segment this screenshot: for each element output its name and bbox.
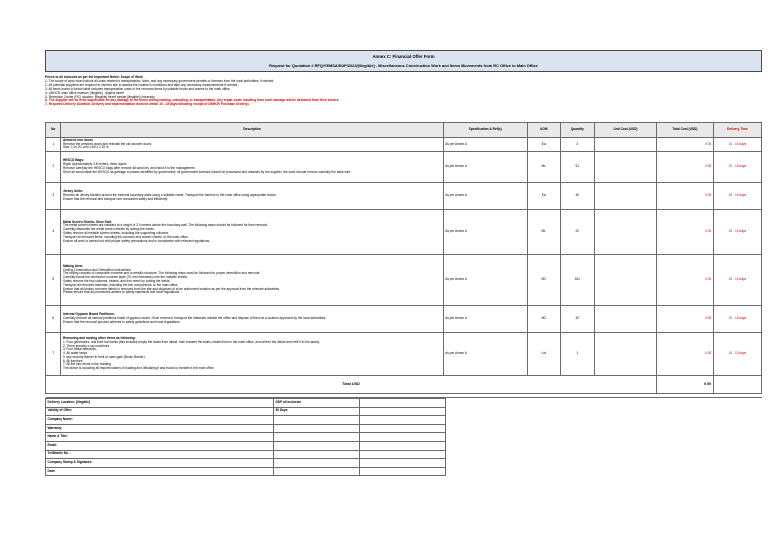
header-description: Description	[61, 123, 443, 138]
row-total-cost: 0.00	[656, 138, 713, 152]
row-uom: M2	[527, 306, 560, 333]
row-uom: ML	[527, 210, 560, 255]
row-description	[61, 306, 443, 333]
row-number: 4	[46, 210, 61, 255]
supplier-info-extra[interactable]	[360, 467, 446, 476]
row-uom: Ea	[527, 183, 560, 210]
header-unit-cost: Unit Cost (USD)	[595, 123, 657, 138]
row-description	[61, 333, 443, 376]
supplier-info-label: Email:	[46, 441, 274, 450]
row-number: 2	[46, 152, 61, 183]
notes-heading: Prices to all inclusive as per the Important Notes: Scope of Work	[45, 75, 143, 79]
row-number: 3	[46, 183, 61, 210]
item-title: Metal Screen Sheets- Shoe Side	[62, 219, 112, 224]
note-line: 3- All items works to below table includes transportation costs of the removed items by suitable trucks and cranes to the main office.	[45, 86, 231, 91]
header-delivery: Delivery Time	[713, 123, 761, 138]
title-block	[45, 50, 762, 72]
row-spec: As per Annex A	[443, 152, 527, 183]
row-delivery-time: 10 - 15 days	[713, 183, 761, 210]
row-total-cost: 0.00	[656, 306, 713, 333]
supplier-info-extra[interactable]	[360, 424, 446, 433]
total-row	[46, 376, 762, 394]
row-delivery-time: 10 - 15 days	[713, 210, 761, 255]
supplier-info-extra[interactable]	[360, 433, 446, 442]
item-body: The metal screen sheets are installed at a height of 3.0 meters above the boundary wall. The following steps should be followed for their removal: Carefully dismantle the metal screen sheets by cutting the welds. Safely remove all metallic screen sheets, including the supporting columns. Transport all removed items, including the columns and screen sheets, to the main office. Ensure all work is carried out with proper safety precautions and in compliance with relevant regulations.	[62, 223, 268, 243]
row-number: 5	[46, 255, 61, 306]
supplier-info-row	[46, 416, 446, 425]
item-title: Jersey Units:	[62, 189, 84, 194]
supplier-info-row	[46, 459, 446, 468]
item-body: 1. Four generators, and their fuel tanks (this includes empty the tanks from diesel, then transfer the tanks, install them in the main office, and deliver the diesel and refill it to the tanks). 2. Three security x-ray machines 3. Four Metal detectors, 4. All water tanks 5. two security Barrier in front of main gate (Boom Barrier) 6. All furniture 7. All the zinc items in the building The above is including all required labors of loading and offloading it and trucks to transfer it the main office.	[62, 339, 321, 371]
spacer-row	[46, 394, 762, 398]
supplier-info-label: Tel/Mobile No. :	[46, 450, 274, 459]
row-quantity: 40	[560, 183, 594, 210]
supplier-info-row	[46, 407, 446, 416]
annex-title: Annex C: Financial Offer Form	[372, 54, 435, 59]
row-number: 1	[46, 138, 61, 152]
row-unit-cost-input[interactable]	[595, 333, 657, 376]
supplier-info-extra[interactable]	[360, 450, 446, 459]
item-body: Ceiling Construction and Demolition Instructions The ceiling consists of composite concrete and a metallic structure. The following steps must be followed for proper demolition and removal: Carefully break the reinforced concrete layer (70 mm thickness) over the metallic sheets. Safely remove the two columns, beams, and iron mesh by cutting the welds. Transport all removed materials, including the two components, to the main office. Ensure that all broken concrete debris is removed from the site and disposed of at an authorized location as per the approval from the relevant authorities. Please ensure that all procedures adhere to safety standards and local regulations.	[62, 267, 281, 295]
supplier-info-row	[46, 450, 446, 459]
row-delivery-time: 10 - 15 days	[713, 333, 761, 376]
table-row	[46, 183, 762, 210]
row-delivery-time: 10 - 15 days	[713, 152, 761, 183]
total-blank-cell	[713, 376, 761, 394]
table-row	[46, 138, 762, 152]
supplier-info-label: Delivery Location: [illegible]	[46, 399, 274, 408]
row-uom: M2	[527, 255, 560, 306]
request-title: Request for Quotation # RFQ/YEMSA/SUP/2024/[illegible] - Miscellaneous Construction Work and Items Movements from RC Office to Main Office	[269, 63, 538, 68]
row-unit-cost-input[interactable]	[595, 138, 657, 152]
item-title: Armored iron doors	[62, 137, 93, 142]
row-number: 7	[46, 333, 61, 376]
supplier-info-row	[46, 441, 446, 450]
row-description	[61, 255, 443, 306]
row-unit-cost-input[interactable]	[595, 183, 657, 210]
item-title: Removing and moving other items as following:	[62, 335, 136, 340]
item-title: Making Area:	[62, 263, 83, 268]
supplier-info-label: Name & Title:	[46, 433, 274, 442]
row-quantity: 32	[560, 306, 594, 333]
header-total-cost: Total Cost (USD)	[656, 123, 713, 138]
row-total-cost: 0.00	[656, 210, 713, 255]
item-body: Right: Approximately 3.8 meters, three layers Remove carefully the HESCO bags after remove all sand dry, and hand it to the management. Short all sand inside the HESCO as garbage to places identified by government, all government licenses should be processed and obtained by the supplier, the work include remove carefully the base wire.	[62, 162, 352, 174]
table-row	[46, 306, 762, 333]
note-line: 2- All potential suppliers are required to visit the site to assess the location's conditions and take any necessary measurements if needed.	[45, 82, 239, 87]
row-uom: ML	[527, 152, 560, 183]
supplier-info-label: Company Name:	[46, 416, 274, 425]
row-spec: As per Annex A	[443, 183, 527, 210]
row-unit-cost-input[interactable]	[595, 255, 657, 306]
row-total-cost: 0.00	[656, 152, 713, 183]
row-spec: As per Annex A	[443, 333, 527, 376]
supplier-info-value[interactable]	[274, 450, 360, 459]
item-title: Internal Gypsum Board Partitions:	[62, 312, 115, 317]
row-spec: As per Annex A	[443, 255, 527, 306]
note-line: 1- The scope of work must include all costs related to transportation, labor, and any necessary government permits or licenses from the local authorities, if needed.	[45, 78, 275, 83]
item-body: Remove all Jersey barriers around the external boundary walls using a suitable crane. Transport the barriers to the main office using appropriate trucks. Ensure that the removal and transport are conducted safely and efficiently.	[62, 193, 277, 201]
note-line-warning: 6- The supplier will be held responsible for any damage to the items during loading, unloading, or transportation. Any repair costs resulting from such damage will be deducted from their invoice.	[45, 98, 340, 103]
table-row	[46, 255, 762, 306]
item-title: HESCO Bags:	[62, 158, 85, 163]
row-quantity: 51	[560, 152, 594, 183]
note-line: 4- UNHCR main office location: [illegible] - Algeria street	[45, 90, 124, 95]
row-total-cost: 0.00	[656, 183, 713, 210]
supplier-info-row	[46, 399, 446, 408]
note-line-warning: 7- Required Delivery Duration: Delivery and implementation must be within 10 - 15 days following receipt of UNHCR Purchase Order(s).	[45, 102, 250, 107]
row-quantity: 1	[560, 333, 594, 376]
supplier-info-extra[interactable]	[360, 407, 446, 416]
item-body: Remove the armored doors and reinstall the old wooden doors Size: 1.2x 20, and 1.80 x 2.20 m	[62, 141, 152, 150]
supplier-info-row	[46, 433, 446, 442]
row-quantity: 161	[560, 255, 594, 306]
row-spec: As per Annex A	[443, 138, 527, 152]
important-notes	[45, 72, 762, 122]
supplier-info-value[interactable]	[274, 459, 360, 468]
item-body: Carefully remove all internal partitions made of gypsum board. Once removed, transport the materials outside the office and dispose of them at a location approved by the local authorities. Ensure that the removal process adheres to safety guidelines and local regulations.	[62, 316, 327, 324]
row-delivery-time: 10 - 15 days	[713, 255, 761, 306]
header-no: No	[46, 123, 61, 138]
row-total-cost: 0.00	[656, 255, 713, 306]
row-quantity: 2	[560, 138, 594, 152]
supplier-info-label: Warranty:	[46, 424, 274, 433]
supplier-info-extra[interactable]	[360, 399, 446, 408]
table-row	[46, 210, 762, 255]
row-description	[61, 152, 443, 183]
supplier-info-extra[interactable]	[360, 441, 446, 450]
supplier-info-value[interactable]: DDP all inclusive	[274, 399, 360, 408]
items-table	[45, 122, 762, 398]
supplier-info-extra[interactable]	[360, 416, 446, 425]
row-delivery-time: 10 - 15 days	[713, 138, 761, 152]
supplier-info-table	[45, 398, 446, 476]
supplier-info-value[interactable]	[274, 424, 360, 433]
row-uom: Lot	[527, 333, 560, 376]
header-spec: Specification & Ref(s)	[443, 123, 527, 138]
row-number: 6	[46, 306, 61, 333]
table-row	[46, 152, 762, 183]
row-spec: As per Annex A	[443, 306, 527, 333]
row-description	[61, 138, 443, 152]
supplier-info-extra[interactable]	[360, 459, 446, 468]
row-uom: Ea	[527, 138, 560, 152]
row-unit-cost-input[interactable]	[595, 152, 657, 183]
supplier-info-label: Validity of Offer:	[46, 407, 274, 416]
supplier-info-value[interactable]: 90 Days	[274, 407, 360, 416]
supplier-info-label: Date:	[46, 467, 274, 476]
row-quantity: 22	[560, 210, 594, 255]
supplier-info-row	[46, 424, 446, 433]
supplier-info-value[interactable]	[274, 433, 360, 442]
row-spec: As per Annex A	[443, 210, 527, 255]
offer-form-sheet	[45, 50, 762, 476]
table-row	[46, 333, 762, 376]
table-header-row	[46, 123, 762, 138]
row-unit-cost-input[interactable]	[595, 306, 657, 333]
total-label: Total USD	[46, 376, 657, 394]
row-description	[61, 210, 443, 255]
supplier-info-value[interactable]	[274, 467, 360, 476]
header-uom: UOM	[527, 123, 560, 138]
supplier-info-row	[46, 467, 446, 476]
note-line: 5- Reception Center (RC) location: [illegible] street beside [illegible] University	[45, 94, 155, 99]
supplier-info-label: Company Stamp & Signature:	[46, 459, 274, 468]
row-total-cost: 0.00	[656, 333, 713, 376]
supplier-info-value[interactable]	[274, 416, 360, 425]
row-description	[61, 183, 443, 210]
row-unit-cost-input[interactable]	[595, 210, 657, 255]
supplier-info-value[interactable]	[274, 441, 360, 450]
header-qty: Quantity	[560, 123, 594, 138]
row-delivery-time: 10 - 15 days	[713, 306, 761, 333]
total-value: 0.00	[656, 376, 713, 394]
